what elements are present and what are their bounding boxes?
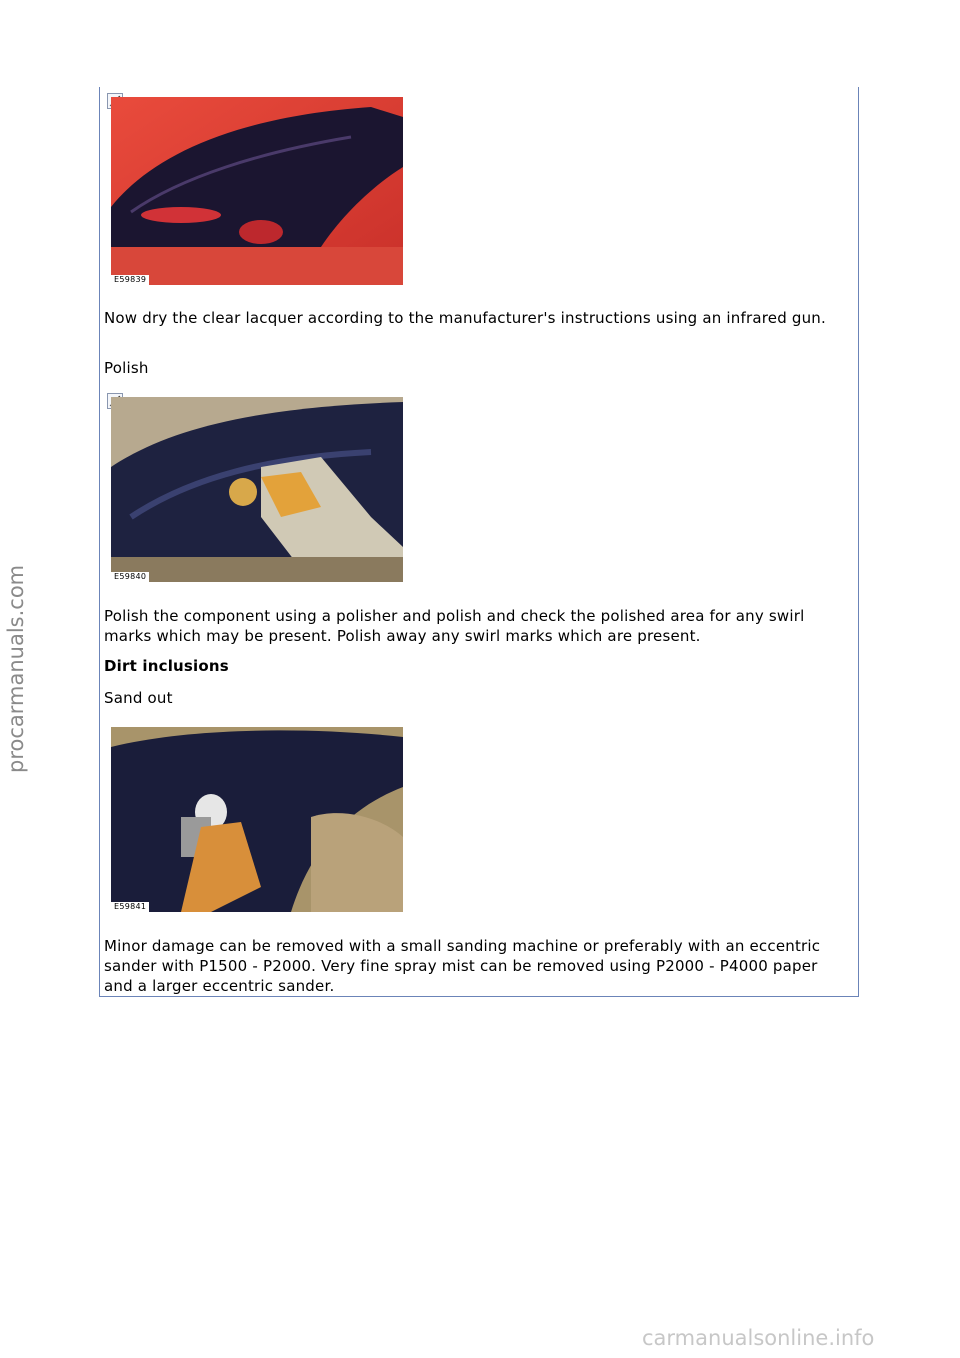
section-heading-dirt-inclusions: Dirt inclusions <box>104 657 229 675</box>
watermark-footer: carmanualsonline.info <box>642 1326 875 1350</box>
figure-image-polishing[interactable] <box>111 397 403 582</box>
paragraph-minor-damage: Minor damage can be removed with a small sanding machine or preferably with an eccentric sander with P1500 - P2000. Very fine spray mist can be removed using P2000 - P4000 paper and a larger eccentric sander. <box>104 937 821 995</box>
figure-label: E59841 <box>111 902 149 912</box>
figure-image-sanding[interactable] <box>111 727 403 912</box>
figure-label: E59839 <box>111 275 149 285</box>
watermark-side: procarmanuals.com <box>4 564 28 773</box>
section-label-sand-out: Sand out <box>104 689 173 707</box>
paragraph-polish-component: Polish the component using a polisher and polish and check the polished area for any swirl marks which may be present. Polish away any swirl marks which are present. <box>104 607 805 645</box>
paragraph-dry-lacquer: Now dry the clear lacquer according to the manufacturer's instructions using an infrared gun. <box>104 309 826 327</box>
figure-label: E59840 <box>111 572 149 582</box>
section-label-polish: Polish <box>104 359 149 377</box>
figure-image-clear-lacquer-drying[interactable] <box>111 97 403 285</box>
